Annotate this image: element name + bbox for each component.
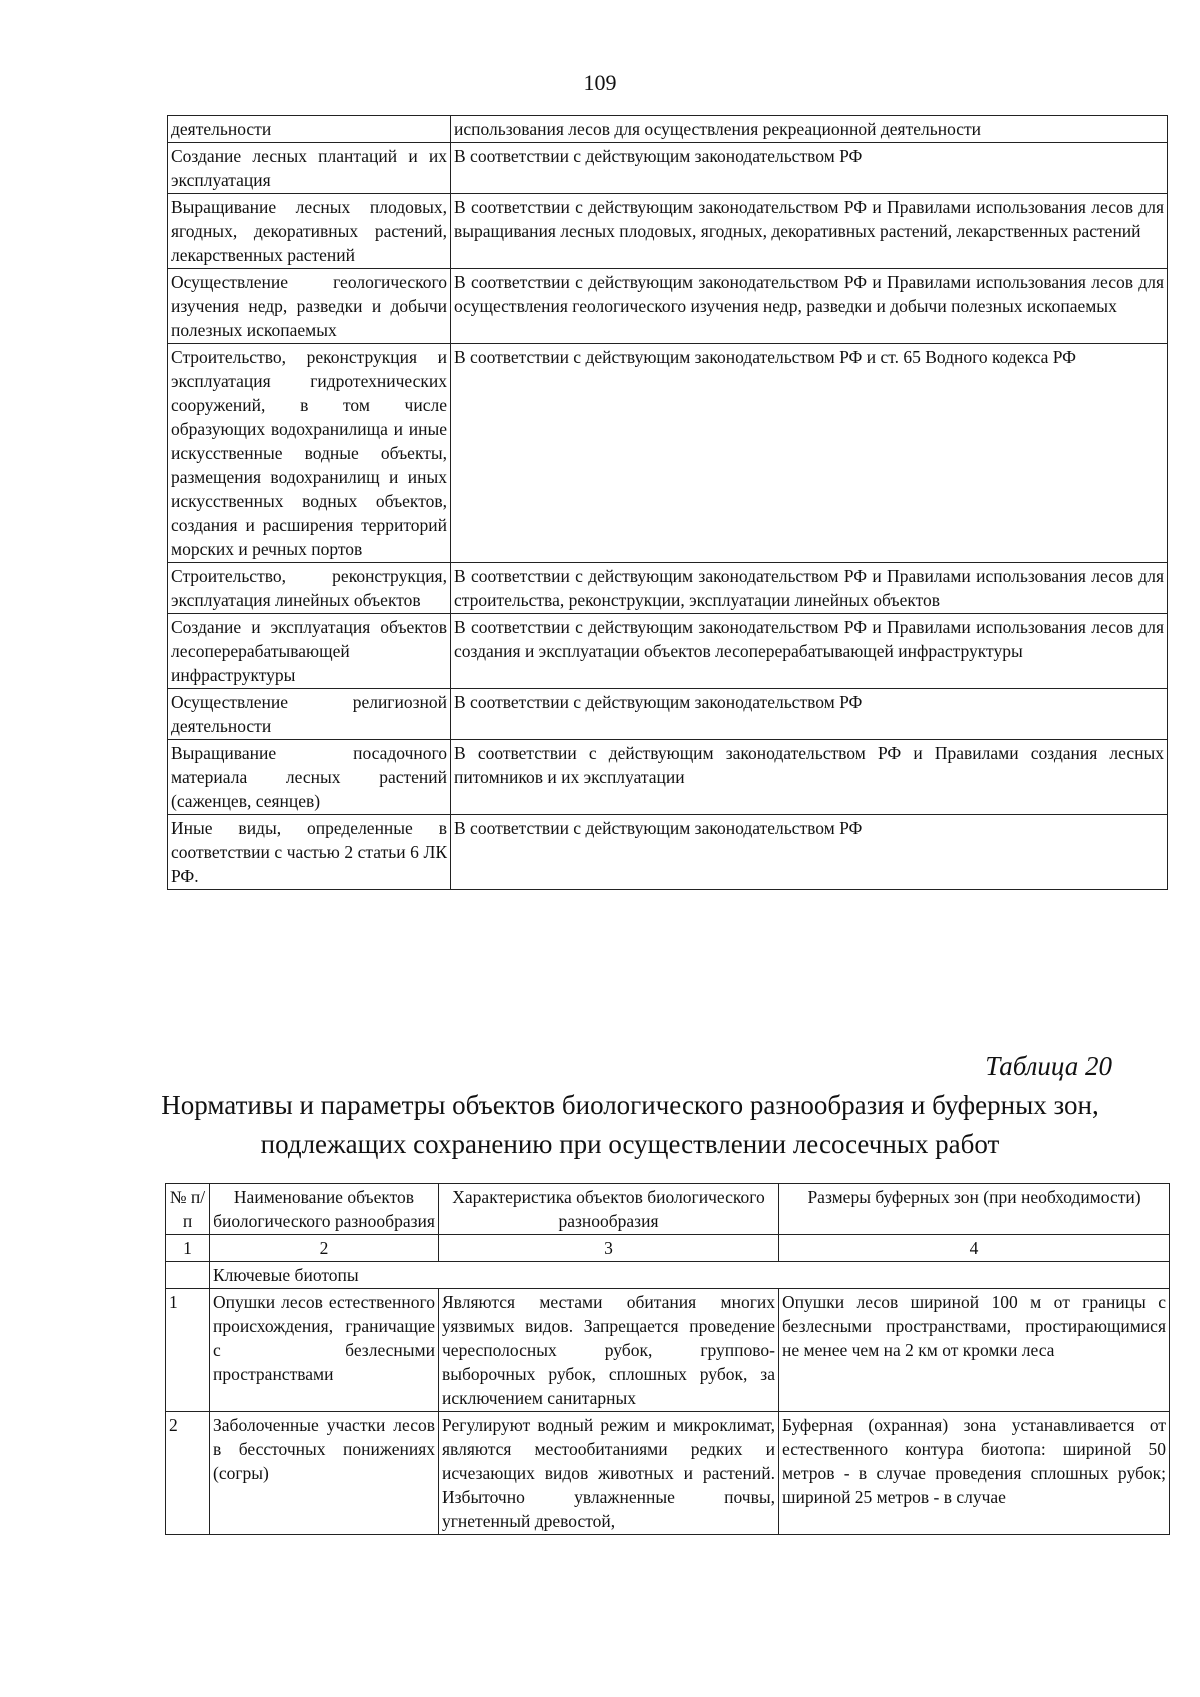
object-name: Заболоченные участки лесов в бессточных понижениях (согры)	[210, 1412, 439, 1535]
column-number: 1	[166, 1235, 210, 1262]
forest-use-table	[167, 115, 1168, 890]
table-row	[168, 740, 1168, 815]
header-characteristic: Характеристика объектов биологического разнообразия	[439, 1184, 779, 1235]
header-name: Наименование объектов биологического разнообразия	[210, 1184, 439, 1235]
header-number: № п/п	[166, 1184, 210, 1235]
section-spacer	[166, 1262, 210, 1289]
row-number: 2	[166, 1412, 210, 1535]
activity-cell: Осуществление религиозной деятельности	[168, 689, 451, 740]
row-number: 1	[166, 1289, 210, 1412]
column-number: 4	[779, 1235, 1170, 1262]
regulation-cell: В соответствии с действующим законодательством РФ и Правилами создания лесных питомников и их эксплуатации	[451, 740, 1168, 815]
regulation-cell: В соответствии с действующим законодательством РФ и Правилами использования лесов для выращивания лесных плодовых, ягодных, декоративных растений, лекарственных растений	[451, 194, 1168, 269]
table-row	[166, 1412, 1170, 1535]
table-row	[168, 563, 1168, 614]
regulation-cell: В соответствии с действующим законодательством РФ	[451, 815, 1168, 890]
page-number: 109	[583, 70, 617, 95]
activity-cell: деятельности	[168, 116, 451, 143]
activity-cell: Осуществление геологического изучения недр, разведки и добычи полезных ископаемых	[168, 269, 451, 344]
table-row	[168, 116, 1168, 143]
buffer-size: Опушки лесов шириной 100 м от границы с безлесными пространствами, простирающимися не менее чем на 2 км от кромки леса	[779, 1289, 1170, 1412]
table-row	[168, 269, 1168, 344]
table-row	[168, 614, 1168, 689]
regulation-cell: В соответствии с действующим законодательством РФ	[451, 689, 1168, 740]
biodiversity-table	[165, 1183, 1170, 1535]
activity-cell: Создание и эксплуатация объектов лесоперерабатывающей инфраструктуры	[168, 614, 451, 689]
regulation-cell: В соответствии с действующим законодательством РФ и Правилами использования лесов для создания и эксплуатации объектов лесоперерабатывающей инфраструктуры	[451, 614, 1168, 689]
column-number: 3	[439, 1235, 779, 1262]
column-number-row	[166, 1235, 1170, 1262]
table-label: Таблица 20	[985, 1051, 1112, 1081]
activity-cell: Создание лесных плантаций и их эксплуатация	[168, 143, 451, 194]
column-number: 2	[210, 1235, 439, 1262]
activity-cell: Иные виды, определенные в соответствии с частью 2 статьи 6 ЛК РФ.	[168, 815, 451, 890]
header-buffer: Размеры буферных зон (при необходимости)	[779, 1184, 1170, 1235]
section-row	[166, 1262, 1170, 1289]
table-row	[168, 194, 1168, 269]
object-characteristic: Регулируют водный режим и микроклимат, являются местообитаниями редких и исчезающих видов животных и растений. Избыточно увлажненные почвы, угнетенный древостой,	[439, 1412, 779, 1535]
table-row	[168, 689, 1168, 740]
table-row	[168, 143, 1168, 194]
regulation-cell: В соответствии с действующим законодательством РФ	[451, 143, 1168, 194]
table-title: Нормативы и параметры объектов биологического разнообразия и буферных зон, подлежащих сохранению при осуществлении лесосечных работ	[161, 1090, 1099, 1159]
table-header-row	[166, 1184, 1170, 1235]
activity-cell: Строительство, реконструкция и эксплуатация гидротехнических сооружений, в том числе образующих водохранилища и иные искусственные водные объекты, размещения водохранилищ и иных искусственных водных объектов, создания и расширения территорий морских и речных портов	[168, 344, 451, 563]
activity-cell: Строительство, реконструкция, эксплуатация линейных объектов	[168, 563, 451, 614]
table-row	[168, 815, 1168, 890]
regulation-cell: использования лесов для осуществления рекреационной деятельности	[451, 116, 1168, 143]
regulation-cell: В соответствии с действующим законодательством РФ и Правилами использования лесов для осуществления геологического изучения недр, разведки и добычи полезных ископаемых	[451, 269, 1168, 344]
table-row	[168, 344, 1168, 563]
regulation-cell: В соответствии с действующим законодательством РФ и ст. 65 Водного кодекса РФ	[451, 344, 1168, 563]
buffer-size: Буферная (охранная) зона устанавливается от естественного контура биотопа: шириной 50 метров - в случае проведения сплошных рубок; шириной 25 метров - в случае	[779, 1412, 1170, 1535]
table-row	[166, 1289, 1170, 1412]
object-name: Опушки лесов естественного происхождения, граничащие с безлесными пространствами	[210, 1289, 439, 1412]
regulation-cell: В соответствии с действующим законодательством РФ и Правилами использования лесов для строительства, реконструкции, эксплуатации линейных объектов	[451, 563, 1168, 614]
object-characteristic: Являются местами обитания многих уязвимых видов. Запрещается проведение чересполосных рубок, группово-выборочных рубок, сплошных рубок, за исключением санитарных	[439, 1289, 779, 1412]
activity-cell: Выращивание лесных плодовых, ягодных, декоративных растений, лекарственных растений	[168, 194, 451, 269]
activity-cell: Выращивание посадочного материала лесных растений (саженцев, сеянцев)	[168, 740, 451, 815]
section-title: Ключевые биотопы	[210, 1262, 1170, 1289]
